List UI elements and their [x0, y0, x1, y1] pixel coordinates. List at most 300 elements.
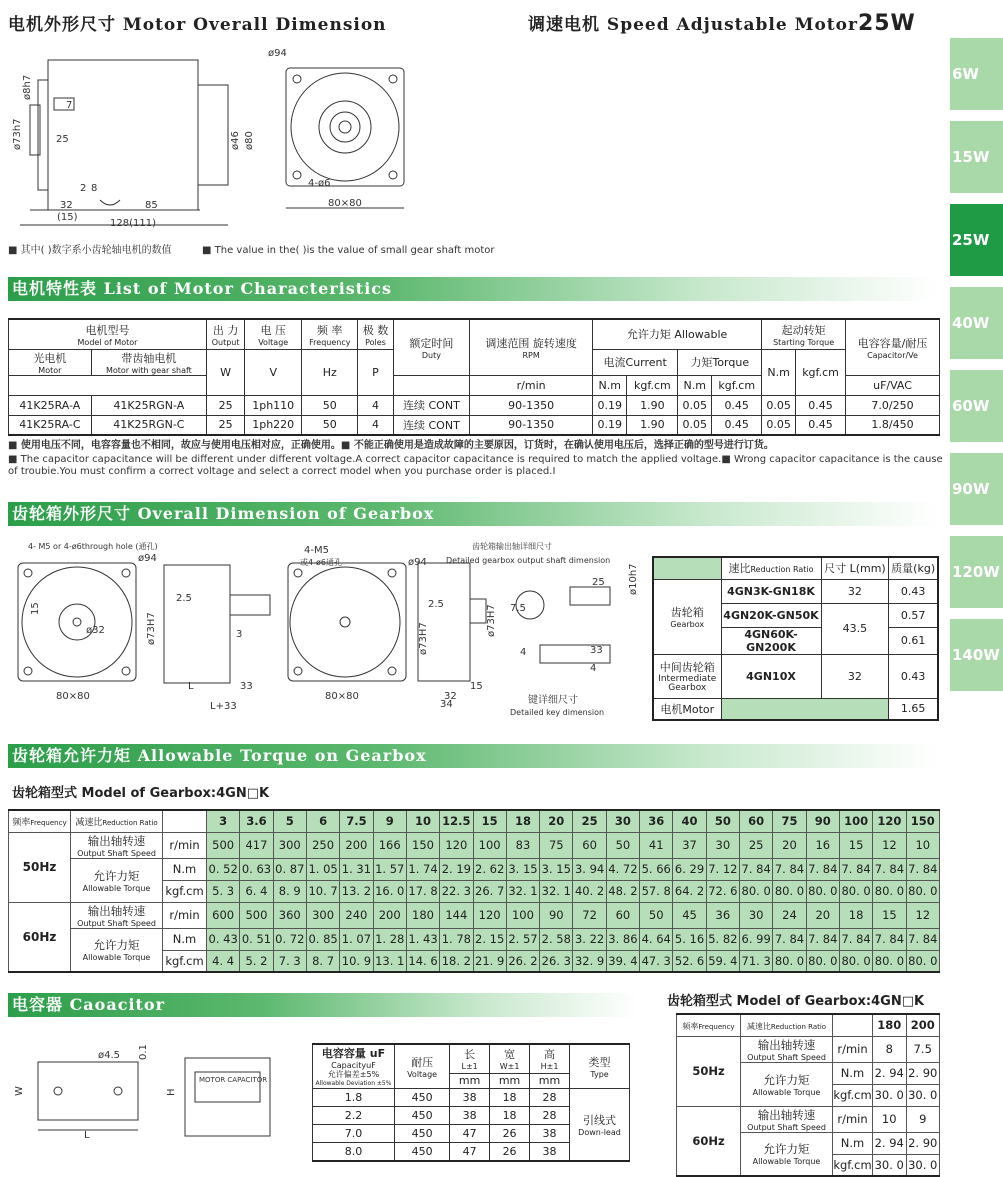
- unit: N.m: [163, 928, 207, 950]
- dim-label: 33: [590, 645, 603, 656]
- table-cell: 0.05: [762, 395, 796, 415]
- value-cell: 200: [373, 902, 406, 928]
- row-label: [71, 902, 163, 928]
- gearbox-model-title: 齿轮箱型式 Model of Gearbox:4GN□K: [12, 786, 270, 801]
- value-cell: 13. 2: [340, 880, 373, 902]
- frequency-cell: 50Hz: [677, 1036, 741, 1106]
- table-cell: 90-1350: [470, 415, 593, 435]
- dim-label: 3: [236, 629, 243, 640]
- value-cell: 15: [839, 832, 872, 858]
- col-header: 长 L±1: [450, 1044, 490, 1073]
- dim-label: (15): [57, 212, 78, 223]
- col-header: 电机型号 Model of Motor: [9, 319, 207, 349]
- dim-label: 8: [91, 183, 98, 194]
- unit: r/min: [833, 1106, 873, 1132]
- mass-cell: 0.57: [889, 603, 938, 627]
- unit: N.m: [833, 1132, 873, 1154]
- table-cell: 90-1350: [470, 395, 593, 415]
- table-cell: 0.05: [762, 415, 796, 435]
- dim-label: L: [188, 681, 194, 692]
- table-cell: 连续 CONT: [393, 415, 470, 435]
- col-header: 尺寸 L(mm): [821, 557, 889, 579]
- dim-label: 4: [590, 663, 597, 674]
- unit: r/min: [163, 902, 207, 928]
- page-title-text: 调速电机 Speed Adjustable Motor: [528, 15, 858, 35]
- value-cell: 180: [406, 902, 439, 928]
- value-cell: 4. 64: [640, 928, 673, 950]
- value-cell: 16. 0: [373, 880, 406, 902]
- row-label: [71, 832, 163, 858]
- label-en: Output Shaft Speed: [747, 1122, 826, 1132]
- table-cell: 18: [490, 1089, 530, 1107]
- unit: V: [245, 349, 302, 395]
- dim-label: ø80: [244, 131, 255, 150]
- value-cell: 166: [373, 832, 406, 858]
- table-row: [9, 415, 940, 435]
- value-cell: 500: [240, 902, 273, 928]
- value-cell: 30. 0: [906, 1084, 940, 1106]
- dim-label: ø8h7: [22, 74, 33, 100]
- table-cell: 2.2: [313, 1107, 395, 1125]
- value-cell: 80. 0: [906, 950, 939, 972]
- frequency-cell: 50Hz: [9, 832, 71, 902]
- dim-label: 15: [30, 602, 41, 615]
- value-cell: 21. 9: [473, 950, 506, 972]
- dim-label: W: [14, 1086, 25, 1096]
- col-header: 允许力矩 Allowable: [593, 319, 762, 349]
- usage-note-en: ■ The capacitor capacitance will be different under different voltage.A correct capacitor capacitance is required to match the applied voltage.■ Wrong capacitor capacitance is the cause of troubie.You must confirm a correct voltage and select a correct model when you purchase order is placed.I: [8, 454, 943, 477]
- table-cell: 18: [490, 1107, 530, 1125]
- value-cell: 2. 90: [906, 1132, 940, 1154]
- table-cell: 41K25RA-C: [9, 415, 92, 435]
- value-cell: 47. 3: [640, 950, 673, 972]
- label-cn: 输出轴转速: [757, 1107, 816, 1122]
- dim-label: 34: [440, 699, 453, 710]
- dim-label: 4-ø6: [308, 178, 331, 189]
- unit: kgf.cm: [163, 880, 207, 902]
- capacitor-label: MOTOR CAPACITOR: [199, 1076, 268, 1084]
- ratio-header: 7.5: [340, 810, 373, 832]
- col-header: 出 力 Output: [207, 319, 245, 349]
- unit: N.m: [593, 375, 627, 395]
- table-cell: 38: [530, 1143, 570, 1161]
- tab-120w[interactable]: 120W: [950, 536, 1003, 608]
- value-cell: 24: [773, 902, 806, 928]
- value-cell: 600: [207, 902, 240, 928]
- label-cn: 允许力矩: [93, 868, 140, 883]
- value-cell: 80. 0: [873, 950, 906, 972]
- table-cell: 450: [395, 1089, 450, 1107]
- value-cell: 1. 05: [306, 858, 339, 880]
- value-cell: 2. 15: [473, 928, 506, 950]
- ratio-header: 6: [306, 810, 339, 832]
- table-cell: 25: [207, 415, 245, 435]
- ratio-header: 40: [673, 810, 706, 832]
- table-cell: 38: [450, 1107, 490, 1125]
- value-cell: 80. 0: [839, 880, 872, 902]
- value-cell: 500: [207, 832, 240, 858]
- value-cell: 7. 84: [906, 928, 939, 950]
- value-cell: 7. 84: [906, 858, 939, 880]
- row-header: 中间齿轮箱 Intermediate Gearbox: [653, 654, 721, 698]
- capacitor-table: [312, 1043, 630, 1162]
- value-cell: 5. 2: [240, 950, 273, 972]
- label-cn: 输出轴转速: [757, 1037, 816, 1052]
- ratio-header: 18: [506, 810, 539, 832]
- value-cell: 2. 94: [873, 1132, 907, 1154]
- table-cell: 0.45: [796, 395, 846, 415]
- value-cell: 2. 58: [540, 928, 573, 950]
- col-header: 频 率 Frequency: [302, 319, 358, 349]
- value-cell: 60: [573, 832, 606, 858]
- unit: mm: [530, 1073, 570, 1088]
- table-row: [9, 902, 940, 928]
- unit: r/min: [470, 375, 593, 395]
- header-row: [9, 810, 940, 832]
- key-detail-en: Detailed key dimension: [510, 708, 605, 717]
- unit: r/min: [833, 1036, 873, 1062]
- motor-characteristics-table: [8, 318, 940, 436]
- size-cell: 32: [821, 579, 889, 603]
- ratio-header: 3.6: [240, 810, 273, 832]
- value-cell: 10. 9: [340, 950, 373, 972]
- value-cell: 0. 85: [306, 928, 339, 950]
- row-label: [741, 1106, 833, 1132]
- dimension-note-en: ■ The value in the( )is the value of small gear shaft motor: [202, 245, 495, 256]
- table-row: [677, 1036, 940, 1062]
- value-cell: 10: [873, 1106, 907, 1132]
- col-header: 宽 W±1: [490, 1044, 530, 1073]
- table-cell: 1ph220: [245, 415, 302, 435]
- value-cell: 18: [839, 902, 872, 928]
- label-cn: 允许力矩: [763, 1072, 810, 1087]
- value-cell: 72: [573, 902, 606, 928]
- value-cell: 7. 84: [806, 928, 839, 950]
- value-cell: 144: [440, 902, 473, 928]
- ratio-header: 30: [606, 810, 639, 832]
- value-cell: 6. 99: [740, 928, 773, 950]
- dimension-note-cn: ■ 其中( )数字系小齿轮轴电机的数值: [8, 245, 172, 256]
- dim-label: 80×80: [325, 691, 359, 702]
- unit: uF/VAC: [846, 375, 940, 395]
- value-cell: 1. 28: [373, 928, 406, 950]
- value-cell: 10. 7: [306, 880, 339, 902]
- value-cell: 16: [806, 832, 839, 858]
- ratio-header: 60: [740, 810, 773, 832]
- value-cell: 250: [306, 832, 339, 858]
- ratio-header: 5: [273, 810, 306, 832]
- col-header: 带齿轴电机 Motor with gear shaft: [91, 349, 206, 375]
- value-cell: 100: [473, 832, 506, 858]
- ratio-header: 90: [806, 810, 839, 832]
- section-band-characteristics: 电机特性表 List of Motor Characteristics: [8, 277, 938, 301]
- unit: Hz: [302, 349, 358, 395]
- value-cell: 20: [806, 902, 839, 928]
- value-cell: 80. 0: [740, 880, 773, 902]
- model-cell: 4GN60K-GN200K: [721, 627, 821, 654]
- dim-label: 7.5: [510, 603, 526, 614]
- allowable-torque-table: [8, 809, 940, 973]
- dim-label: 80×80: [328, 198, 362, 209]
- type-cell: 引线式 Down-lead: [570, 1089, 630, 1161]
- table-cell: 28: [530, 1107, 570, 1125]
- value-cell: 150: [406, 832, 439, 858]
- dim-label: ø10h7: [628, 563, 639, 595]
- table-cell: 4: [358, 395, 393, 415]
- col-header: 速比Reduction Ratio: [721, 557, 821, 579]
- label-cn: 输出轴转速: [87, 833, 146, 848]
- model-cell: 4GN20K-GN50K: [721, 603, 821, 627]
- mass-cell: 0.43: [889, 579, 938, 603]
- size-cell: 43.5: [821, 603, 889, 654]
- unit: N.m: [833, 1062, 873, 1084]
- unit: P: [358, 349, 393, 395]
- dim-label: ø32: [86, 625, 105, 636]
- value-cell: 2. 94: [873, 1062, 907, 1084]
- section-band-capacitor: 电容器 Caoacitor: [8, 993, 638, 1017]
- value-cell: 300: [273, 832, 306, 858]
- value-cell: 5. 66: [640, 858, 673, 880]
- table-cell: 41K25RGN-A: [91, 395, 206, 415]
- value-cell: 26. 3: [540, 950, 573, 972]
- col-header: 额定时间 Duty: [393, 319, 470, 375]
- label-cn: 输出轴转速: [87, 903, 146, 918]
- value-cell: 6. 29: [673, 858, 706, 880]
- value-cell: 120: [473, 902, 506, 928]
- row-header: 电机Motor: [653, 698, 721, 720]
- power-rating: 25W: [857, 11, 916, 36]
- dim-label: 25: [592, 577, 605, 588]
- dim-label: 2: [80, 183, 87, 194]
- value-cell: 50: [606, 832, 639, 858]
- value-cell: 39. 4: [606, 950, 639, 972]
- dim-label: 128(111): [110, 218, 156, 229]
- value-cell: 4. 4: [207, 950, 240, 972]
- label-cn: 允许力矩: [763, 1142, 810, 1157]
- motor-dimension-drawing: [0, 40, 420, 240]
- mass-cell: 1.65: [889, 698, 938, 720]
- value-cell: 15: [873, 902, 906, 928]
- value-cell: 59. 4: [706, 950, 739, 972]
- value-cell: 7. 84: [839, 858, 872, 880]
- tab-25w[interactable]: 25W: [950, 204, 1003, 276]
- value-cell: 22. 3: [440, 880, 473, 902]
- dim-label: ø94: [268, 48, 287, 59]
- section-title-motor-dimension: 电机外形尺寸 Motor Overall Dimension: [8, 15, 387, 35]
- ratio-header: 20: [540, 810, 573, 832]
- value-cell: 30: [706, 832, 739, 858]
- col-header: 极 数 Poles: [358, 319, 393, 349]
- table-row: [9, 395, 940, 415]
- value-cell: 48. 2: [606, 880, 639, 902]
- model-cell: 4GN3K-GN18K: [721, 579, 821, 603]
- value-cell: 57. 8: [640, 880, 673, 902]
- col-header: 质量(kg): [889, 557, 938, 579]
- dim-label: 或4-ø6通孔: [300, 558, 342, 567]
- dim-label: ø73H7: [418, 622, 429, 655]
- table-cell: 7.0: [313, 1125, 395, 1143]
- table-cell: 450: [395, 1107, 450, 1125]
- value-cell: 0. 43: [207, 928, 240, 950]
- value-cell: 2. 62: [473, 858, 506, 880]
- value-cell: 7. 84: [773, 928, 806, 950]
- value-cell: 0. 51: [240, 928, 273, 950]
- header-row: [677, 1014, 940, 1036]
- table-cell: 450: [395, 1143, 450, 1161]
- table-cell: 4: [358, 415, 393, 435]
- value-cell: 2. 57: [506, 928, 539, 950]
- value-cell: 3. 15: [506, 858, 539, 880]
- value-cell: 12: [906, 902, 939, 928]
- page-title: [528, 10, 916, 36]
- value-cell: 2. 90: [906, 1062, 940, 1084]
- value-cell: 80. 0: [773, 880, 806, 902]
- dim-label: 33: [240, 681, 253, 692]
- table-cell: 41K25RGN-C: [91, 415, 206, 435]
- value-cell: 80. 0: [906, 880, 939, 902]
- value-cell: 14. 6: [406, 950, 439, 972]
- row-label: [741, 1132, 833, 1176]
- value-cell: 80. 0: [773, 950, 806, 972]
- table-cell: 连续 CONT: [393, 395, 470, 415]
- value-cell: 8. 7: [306, 950, 339, 972]
- table-row: [9, 832, 940, 858]
- label-en: Output Shaft Speed: [77, 918, 156, 928]
- model-cell: 4GN10X: [721, 654, 821, 698]
- shaft-detail-en: Detailed gearbox output shaft dimension: [446, 556, 611, 565]
- value-cell: 3. 15: [540, 858, 573, 880]
- value-cell: 26. 7: [473, 880, 506, 902]
- table-cell: 0.19: [593, 415, 627, 435]
- dim-label: L: [84, 1130, 90, 1140]
- col-header: 减速比Reduction Ratio: [741, 1014, 833, 1036]
- ratio-header: 100: [839, 810, 872, 832]
- label-en: Output Shaft Speed: [747, 1052, 826, 1062]
- table-row: [313, 1089, 630, 1107]
- unit: r/min: [163, 832, 207, 858]
- tab-90w[interactable]: 90W: [950, 453, 1003, 525]
- unit: kgf.cm: [796, 349, 846, 395]
- value-cell: 3. 86: [606, 928, 639, 950]
- table-cell: 8.0: [313, 1143, 395, 1161]
- spacer: [393, 375, 470, 395]
- ratio-header: 180: [873, 1014, 907, 1036]
- ratio-header: 25: [573, 810, 606, 832]
- ratio-header: 9: [373, 810, 406, 832]
- spacer: [9, 375, 207, 395]
- value-cell: 8. 9: [273, 880, 306, 902]
- value-cell: 240: [340, 902, 373, 928]
- value-cell: 10: [906, 832, 939, 858]
- tab-140w[interactable]: 140W: [950, 619, 1003, 691]
- size-cell: 32: [821, 654, 889, 698]
- value-cell: 12: [873, 832, 906, 858]
- col-header: 光电机 Motor: [9, 349, 92, 375]
- value-cell: 1. 43: [406, 928, 439, 950]
- gearbox-spec-table: [652, 556, 939, 721]
- row-label: [741, 1036, 833, 1062]
- label-en: Allowable Torque: [752, 1087, 821, 1097]
- value-cell: 40. 2: [573, 880, 606, 902]
- table-cell: 28: [530, 1089, 570, 1107]
- dim-label: 4-M5: [304, 545, 329, 556]
- spacer: [833, 1014, 873, 1036]
- table-cell: 50: [302, 415, 358, 435]
- table-cell: 1.8: [313, 1089, 395, 1107]
- value-cell: 5. 3: [207, 880, 240, 902]
- spacer: [653, 557, 721, 579]
- table-cell: 41K25RA-A: [9, 395, 92, 415]
- value-cell: 100: [506, 902, 539, 928]
- value-cell: 200: [340, 832, 373, 858]
- dim-label: 32: [60, 200, 73, 211]
- label-en: Allowable Torque: [82, 883, 151, 893]
- value-cell: 7. 84: [773, 858, 806, 880]
- value-cell: 0. 87: [273, 858, 306, 880]
- col-header: 起动转矩 Starting Torque: [762, 319, 846, 349]
- dim-label: L+33: [210, 701, 237, 712]
- col-header: 电容容量/耐压 Capacitor/Ve: [846, 319, 940, 375]
- value-cell: 45: [673, 902, 706, 928]
- value-cell: 71. 3: [740, 950, 773, 972]
- value-cell: 2. 19: [440, 858, 473, 880]
- dim-label: ø46: [230, 131, 241, 150]
- tab-15w[interactable]: 15W: [950, 121, 1003, 193]
- value-cell: 5. 16: [673, 928, 706, 950]
- value-cell: 80. 0: [839, 950, 872, 972]
- unit: mm: [450, 1073, 490, 1088]
- value-cell: 30: [740, 902, 773, 928]
- value-cell: 4. 72: [606, 858, 639, 880]
- table-row: [9, 928, 940, 950]
- value-cell: 30. 0: [906, 1154, 940, 1176]
- value-cell: 32. 1: [540, 880, 573, 902]
- value-cell: 25: [740, 832, 773, 858]
- value-cell: 1. 57: [373, 858, 406, 880]
- table-cell: 1ph110: [245, 395, 302, 415]
- tab-40w[interactable]: 40W: [950, 287, 1003, 359]
- table-cell: 26: [490, 1143, 530, 1161]
- ratio-header: 12.5: [440, 810, 473, 832]
- tab-60w[interactable]: 60W: [950, 370, 1003, 442]
- unit: kgf.cm: [163, 950, 207, 972]
- value-cell: 32. 1: [506, 880, 539, 902]
- unit: N.m: [678, 375, 712, 395]
- table-cell: 0.45: [796, 415, 846, 435]
- value-cell: 36: [706, 902, 739, 928]
- dim-label: 80×80: [56, 691, 90, 702]
- value-cell: 3. 22: [573, 928, 606, 950]
- section-band-gearbox-dimension: 齿轮箱外形尺寸 Overall Dimension of Gearbox: [8, 502, 938, 526]
- table-cell: 47: [450, 1143, 490, 1161]
- ratio-header: 15: [473, 810, 506, 832]
- dim-label: 4- M5 or 4-ø6through hole (通孔): [28, 542, 158, 551]
- value-cell: 13. 1: [373, 950, 406, 972]
- capacitor-drawing: [0, 1040, 300, 1140]
- tab-6w[interactable]: 6W: [950, 38, 1003, 110]
- dim-label: 0.1: [138, 1044, 149, 1060]
- table-cell: 450: [395, 1125, 450, 1143]
- col-header: 电流Current: [593, 349, 678, 375]
- table-cell: 25: [207, 395, 245, 415]
- value-cell: 9: [906, 1106, 940, 1132]
- value-cell: 90: [540, 902, 573, 928]
- dim-label: 25: [56, 134, 69, 145]
- table-cell: 0.45: [712, 395, 762, 415]
- col-header: 力矩Torque: [678, 349, 762, 375]
- col-header: 调速范围 旋转速度 RPM: [470, 319, 593, 375]
- col-header: 高 H±1: [530, 1044, 570, 1073]
